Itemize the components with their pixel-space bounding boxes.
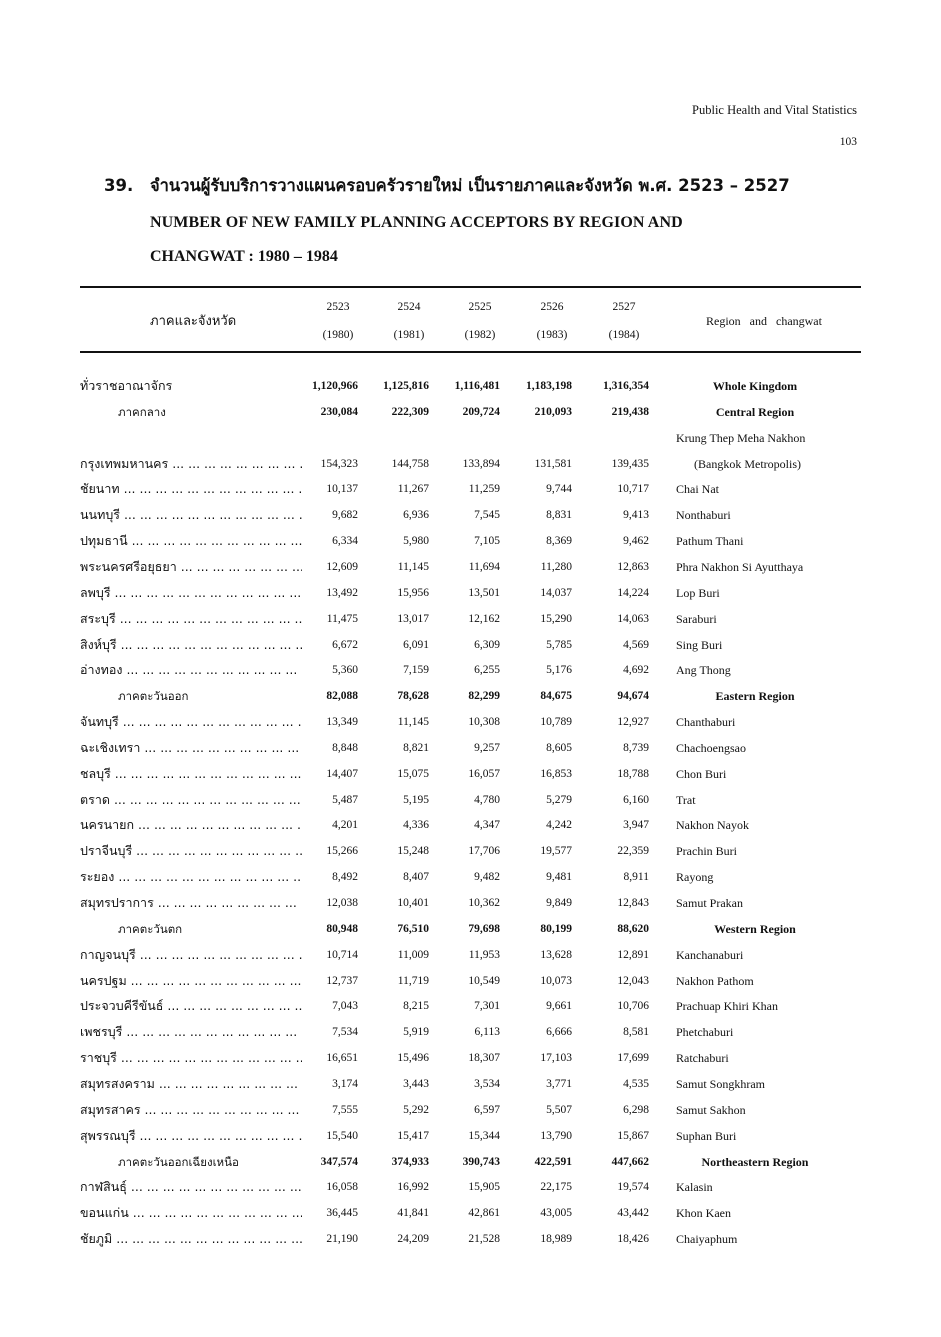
- cell-value: 5,507: [546, 1103, 572, 1116]
- table-row: [0, 531, 941, 551]
- cell-value: 7,043: [332, 1000, 358, 1013]
- cell-value: 210,093: [534, 405, 572, 418]
- row-label-thai: ระยอง ... .: [80, 867, 302, 887]
- cell-value: 13,017: [397, 612, 429, 625]
- cell-value: 12,843: [617, 897, 649, 909]
- cell-value: 11,145: [397, 560, 429, 573]
- cell-value: 9,481: [546, 871, 572, 884]
- row-label-english: Ang Thong: [676, 663, 731, 678]
- cell-value: 1,116,481: [454, 380, 500, 392]
- row-label-thai: ฉะเชิงเทรา ... .: [80, 738, 302, 758]
- cell-value: 15,290: [540, 612, 572, 625]
- cell-value: 4,780: [474, 793, 500, 806]
- region-row: [0, 919, 941, 939]
- cell-value: 131,581: [534, 457, 572, 470]
- cell-value: 6,334: [332, 535, 358, 548]
- cell-value: 21,528: [468, 1233, 500, 1246]
- table-row: [0, 479, 941, 499]
- cell-value: 10,789: [540, 716, 572, 729]
- cell-value: 7,534: [332, 1026, 358, 1039]
- cell-value: 76,510: [397, 922, 429, 935]
- cell-value: 222,309: [391, 405, 429, 418]
- cell-value: 4,201: [332, 819, 358, 832]
- cell-value: 13,790: [540, 1129, 572, 1142]
- cell-value: 94,674: [617, 690, 649, 703]
- row-label-thai: ราชบุรี ... .: [80, 1048, 302, 1068]
- cell-value: 10,137: [326, 483, 358, 496]
- cell-value: 15,266: [326, 845, 358, 858]
- row-label-thai: ภาคตะวันออก: [118, 689, 189, 704]
- table-row: [0, 764, 941, 784]
- table-row: [0, 971, 941, 991]
- cell-value: 422,591: [534, 1155, 572, 1168]
- table-row: [0, 454, 941, 474]
- cell-value: 14,224: [617, 586, 649, 599]
- cell-value: 43,005: [540, 1207, 572, 1220]
- cell-value: 79,698: [468, 922, 500, 935]
- cell-value: 17,706: [468, 845, 500, 858]
- cell-value: 8,407: [403, 871, 429, 884]
- table-row: [0, 583, 941, 603]
- table-row: [0, 557, 941, 577]
- cell-value: 10,714: [326, 948, 358, 961]
- cell-value: 5,195: [403, 793, 429, 806]
- table-number: 39.: [104, 176, 134, 195]
- cell-value: 24,209: [397, 1233, 429, 1246]
- row-label-english: Pathum Thani: [676, 534, 744, 549]
- cell-value: 8,215: [403, 1000, 429, 1013]
- cell-value: 15,248: [397, 845, 429, 858]
- cell-value: 5,279: [546, 793, 572, 806]
- row-label-english: Chai Nat: [676, 482, 719, 497]
- cell-value: 82,088: [326, 690, 358, 703]
- row-label-english: Prachuap Khiri Khan: [676, 999, 778, 1014]
- cell-value: 3,534: [474, 1077, 500, 1090]
- cell-value: 12,162: [468, 612, 500, 625]
- cell-value: 15,540: [326, 1129, 358, 1142]
- row-label-english: (Bangkok Metropolis): [694, 456, 801, 471]
- table-row: [0, 1074, 941, 1094]
- cell-value: 15,417: [397, 1129, 429, 1142]
- cell-value: 16,058: [326, 1181, 358, 1194]
- cell-value: 16,651: [326, 1052, 358, 1065]
- row-label-english: Chaiyaphum: [676, 1232, 738, 1247]
- cell-value: 16,853: [540, 767, 572, 780]
- cell-value: 1,183,198: [526, 380, 572, 392]
- cell-value: 11,475: [326, 612, 358, 625]
- row-label-english: Whole Kingdom: [712, 379, 798, 393]
- row-label-thai: สุพรรณบุรี ... .: [80, 1126, 302, 1146]
- row-label-thai: ตราด ... .: [80, 790, 302, 810]
- table-row: [0, 712, 941, 732]
- cell-value: 10,362: [468, 897, 500, 909]
- cell-value: 11,009: [397, 948, 429, 961]
- row-label-english: Eastern Region: [715, 689, 795, 704]
- cell-value: 3,443: [403, 1077, 429, 1090]
- cell-value: 5,360: [332, 664, 358, 677]
- cell-value: 1,316,354: [603, 380, 649, 392]
- cell-value: 14,063: [617, 612, 649, 625]
- cell-value: 6,597: [474, 1103, 500, 1116]
- cell-value: 11,953: [468, 948, 500, 961]
- cell-value: 42,861: [468, 1207, 500, 1220]
- cell-value: 9,413: [623, 509, 649, 522]
- cell-value: 374,933: [391, 1155, 429, 1168]
- cell-value: 347,574: [320, 1155, 358, 1168]
- cell-value: 4,569: [623, 638, 649, 651]
- cell-value: 6,255: [474, 664, 500, 677]
- cell-value: 18,788: [617, 767, 649, 780]
- cell-value: 13,492: [326, 586, 358, 599]
- cell-value: 14,037: [540, 586, 572, 599]
- cell-value: 10,401: [397, 897, 429, 909]
- row-label-english: Northeastern Region: [701, 1154, 809, 1169]
- cell-value: 78,628: [397, 690, 429, 703]
- cell-value: 6,160: [623, 793, 649, 806]
- cell-value: 4,692: [623, 664, 649, 677]
- cell-value: 6,666: [546, 1026, 572, 1039]
- year-be: 2523: [326, 301, 350, 313]
- region-row: [0, 686, 941, 706]
- column-header-thai: ภาคและจังหวัด: [150, 314, 237, 329]
- cell-value: 15,867: [617, 1129, 649, 1142]
- cell-value: 9,849: [546, 897, 572, 909]
- cell-value: 10,073: [540, 974, 572, 987]
- row-label-english: Central Region: [715, 404, 795, 419]
- row-label-english: Western Region: [714, 921, 796, 936]
- row-label-thai: ลพบุรี ... .: [80, 583, 302, 603]
- row-label-english: Nonthaburi: [676, 508, 731, 523]
- cell-value: 9,744: [546, 483, 572, 496]
- table-row: [0, 1229, 941, 1249]
- cell-value: 9,257: [474, 741, 500, 754]
- row-label-thai: สมุทรปราการ ... .: [80, 893, 302, 913]
- cell-value: 15,344: [468, 1129, 500, 1142]
- table-row: [0, 660, 941, 680]
- cell-value: 9,682: [332, 509, 358, 522]
- cell-value: 1,125,816: [383, 380, 429, 392]
- year-ce: (1980): [322, 329, 354, 341]
- year-ce: (1982): [464, 329, 496, 341]
- row-label-thai: ประจวบคีรีขันธ์ ... .: [80, 996, 302, 1016]
- row-label-english: Samut Prakan: [676, 896, 743, 910]
- row-label-english: Lop Buri: [676, 585, 720, 600]
- cell-value: 7,105: [474, 535, 500, 548]
- table-row: [0, 996, 941, 1016]
- cell-value: 8,605: [546, 741, 572, 754]
- column-header-english: Region and changwat: [706, 314, 822, 328]
- cell-value: 7,555: [332, 1103, 358, 1116]
- cell-value: 3,771: [546, 1077, 572, 1090]
- row-label-english: Ratchaburi: [676, 1051, 729, 1066]
- row-label-english: Prachin Buri: [676, 844, 737, 859]
- cell-value: 14,407: [326, 767, 358, 780]
- table-row: [0, 505, 941, 525]
- cell-value: 10,717: [617, 483, 649, 496]
- title-english-line2: CHANGWAT : 1980 – 1984: [150, 247, 338, 265]
- cell-value: 144,758: [391, 457, 429, 470]
- cell-value: 10,549: [468, 974, 500, 987]
- year-be: 2527: [612, 301, 636, 313]
- cell-value: 6,298: [623, 1103, 649, 1116]
- year-ce: (1983): [536, 329, 568, 341]
- table-row: [0, 1203, 941, 1223]
- cell-value: 36,445: [326, 1207, 358, 1220]
- cell-value: 15,905: [468, 1181, 500, 1194]
- row-label-thai: นครปฐม ... .: [80, 971, 302, 991]
- row-label-thai: ปทุมธานี ... .: [80, 531, 302, 551]
- cell-value: 11,694: [468, 560, 500, 573]
- row-label-thai: ชัยภูมิ ... .: [80, 1229, 302, 1249]
- cell-value: 8,369: [546, 535, 572, 548]
- row-label-english: Khon Kaen: [676, 1206, 731, 1221]
- row-label-english: Samut Sakhon: [676, 1102, 746, 1117]
- cell-value: 80,948: [326, 922, 358, 935]
- year-be: 2524: [397, 301, 421, 313]
- cell-value: 10,308: [468, 716, 500, 729]
- table-row: [0, 893, 941, 913]
- cell-value: 84,675: [540, 690, 572, 703]
- row-label-thai: เพชรบุรี ... .: [80, 1022, 302, 1042]
- cell-value: 6,309: [474, 638, 500, 651]
- cell-value: 16,057: [468, 767, 500, 780]
- year-be: 2526: [540, 301, 564, 313]
- cell-value: 19,577: [540, 845, 572, 858]
- cell-value: 9,462: [623, 535, 649, 548]
- row-label-english: Phetchaburi: [676, 1025, 734, 1040]
- row-label-thai: สระบุรี ... .: [80, 609, 302, 629]
- row-label-thai: อ่างทอง ... .: [80, 660, 302, 680]
- row-label-thai: ปราจีนบุรี ... .: [80, 841, 302, 861]
- cell-value: 19,574: [617, 1181, 649, 1194]
- row-label-english: Chon Buri: [676, 766, 727, 781]
- running-head: Public Health and Vital Statistics: [692, 103, 857, 117]
- row-label-english: Kalasin: [676, 1180, 713, 1195]
- year-ce: (1984): [608, 329, 640, 341]
- row-label-english: Trat: [676, 792, 696, 807]
- cell-value: 8,821: [403, 741, 429, 754]
- cell-value: 16,992: [397, 1181, 429, 1194]
- row-label-thai: จันทบุรี ... .: [80, 712, 302, 732]
- row-label-english: Suphan Buri: [676, 1128, 737, 1143]
- row-label-english: Phra Nakhon Si Ayutthaya: [676, 559, 804, 574]
- cell-value: 447,662: [611, 1155, 649, 1168]
- cell-value: 3,174: [332, 1077, 358, 1090]
- cell-value: 6,672: [332, 638, 358, 651]
- cell-value: 15,075: [397, 767, 429, 780]
- region-row: [0, 1152, 941, 1172]
- row-label-english: Rayong: [676, 870, 714, 885]
- row-label-thai: สมุทรสาคร ... .: [80, 1100, 302, 1120]
- cell-value: 8,831: [546, 509, 572, 522]
- row-label-thai: ชัยนาท ... .: [80, 479, 302, 499]
- cell-value: 82,299: [468, 690, 500, 703]
- cell-value: 4,535: [623, 1077, 649, 1090]
- cell-value: 12,927: [617, 716, 649, 729]
- region-row: [0, 402, 941, 422]
- table-row: [0, 635, 941, 655]
- cell-value: 6,936: [403, 509, 429, 522]
- row-label-english: Nakhon Nayok: [676, 818, 749, 833]
- cell-value: 12,038: [326, 897, 358, 909]
- cell-value: 11,267: [397, 483, 429, 496]
- row-label-thai: ภาคกลาง: [118, 404, 166, 419]
- table-row: [0, 428, 941, 448]
- cell-value: 6,091: [403, 638, 429, 651]
- cell-value: 12,043: [617, 974, 649, 987]
- cell-value: 11,280: [540, 560, 572, 573]
- table-header-rule: [80, 351, 861, 353]
- row-label-english: Kanchanaburi: [676, 947, 744, 962]
- cell-value: 5,176: [546, 664, 572, 677]
- row-label-thai: สิงห์บุรี ... .: [80, 635, 302, 655]
- row-label-thai: นครนายก ... .: [80, 815, 302, 835]
- row-label-english: Krung Thep Meha Nakhon: [676, 430, 806, 445]
- cell-value: 43,442: [617, 1207, 649, 1220]
- cell-value: 80,199: [540, 922, 572, 935]
- cell-value: 9,482: [474, 871, 500, 884]
- table-row: [0, 1126, 941, 1146]
- cell-value: 5,919: [403, 1026, 429, 1039]
- cell-value: 4,347: [474, 819, 500, 832]
- row-label-thai: ภาคตะวันตก: [118, 921, 183, 936]
- row-label-thai: กาฬสินธุ์ ... .: [80, 1177, 302, 1197]
- cell-value: 133,894: [462, 457, 500, 470]
- cell-value: 8,911: [623, 871, 649, 884]
- cell-value: 7,159: [403, 664, 429, 677]
- cell-value: 41,841: [397, 1207, 429, 1220]
- cell-value: 88,620: [617, 922, 649, 935]
- cell-value: 18,426: [617, 1233, 649, 1246]
- cell-value: 22,359: [617, 845, 649, 858]
- row-label-thai: นนทบุรี ... .: [80, 505, 302, 525]
- cell-value: 11,145: [397, 716, 429, 729]
- cell-value: 6,113: [474, 1026, 500, 1039]
- table-row: [0, 841, 941, 861]
- row-label-english: Saraburi: [676, 611, 717, 626]
- cell-value: 8,492: [332, 871, 358, 884]
- row-label-thai: พระนครศรีอยุธยา ... .: [80, 557, 302, 577]
- cell-value: 22,175: [540, 1181, 572, 1194]
- cell-value: 18,307: [468, 1052, 500, 1065]
- row-label-thai: ภาคตะวันออกเฉียงเหนือ: [118, 1154, 239, 1169]
- cell-value: 12,737: [326, 974, 358, 987]
- cell-value: 154,323: [320, 457, 358, 470]
- page-number: 103: [839, 136, 857, 148]
- cell-value: 8,848: [332, 741, 358, 754]
- cell-value: 5,487: [332, 793, 358, 806]
- cell-value: 17,699: [617, 1052, 649, 1065]
- row-label-thai: กรุงเทพมหานคร ... .: [80, 454, 302, 474]
- cell-value: 18,989: [540, 1233, 572, 1246]
- table-row: [0, 1177, 941, 1197]
- year-be: 2525: [468, 301, 492, 313]
- cell-value: 230,084: [320, 405, 358, 418]
- title-thai-line: [104, 178, 864, 195]
- row-label-thai: ขอนแก่น ... .: [80, 1203, 302, 1223]
- table-row: [0, 1022, 941, 1042]
- row-label-english: Chachoengsao: [676, 740, 746, 755]
- cell-value: 12,609: [326, 560, 358, 573]
- cell-value: 8,581: [623, 1026, 649, 1039]
- table-row: [0, 815, 941, 835]
- cell-value: 13,349: [326, 716, 358, 729]
- cell-value: 4,336: [403, 819, 429, 832]
- year-ce: (1981): [393, 329, 425, 341]
- cell-value: 7,545: [474, 509, 500, 522]
- cell-value: 11,719: [397, 974, 429, 987]
- cell-value: 3,947: [623, 819, 649, 832]
- table-row: [0, 867, 941, 887]
- title-english-line1: NUMBER OF NEW FAMILY PLANNING ACCEPTORS BY REGION AND: [150, 213, 683, 231]
- row-label-thai: สมุทรสงคราม ... .: [80, 1074, 302, 1094]
- cell-value: 8,739: [623, 741, 649, 754]
- row-label-english: Nakhon Pathom: [676, 973, 754, 988]
- table-row: [0, 609, 941, 629]
- cell-value: 10,706: [617, 1000, 649, 1013]
- cell-value: 12,863: [617, 560, 649, 573]
- cell-value: 390,743: [462, 1155, 500, 1168]
- cell-value: 17,103: [540, 1052, 572, 1065]
- cell-value: 4,242: [546, 819, 572, 832]
- row-label-english: Sing Buri: [676, 637, 723, 652]
- cell-value: 1,120,966: [312, 380, 358, 392]
- cell-value: 5,292: [403, 1103, 429, 1116]
- cell-value: 9,661: [546, 1000, 572, 1013]
- table-row: [0, 738, 941, 758]
- row-label-english: Samut Songkhram: [676, 1076, 765, 1091]
- row-label-thai: กาญจนบุรี ... .: [80, 945, 302, 965]
- cell-value: 139,435: [611, 457, 649, 470]
- cell-value: 13,628: [540, 948, 572, 961]
- region-row: [0, 376, 941, 396]
- cell-value: 15,496: [397, 1052, 429, 1065]
- cell-value: 13,501: [468, 586, 500, 599]
- table-row: [0, 945, 941, 965]
- table-row: [0, 1100, 941, 1120]
- cell-value: 5,785: [546, 638, 572, 651]
- row-label-thai: ทั่วราชอาณาจักร: [80, 378, 173, 393]
- table-row: [0, 790, 941, 810]
- row-label-thai: ชลบุรี ... .: [80, 764, 302, 784]
- cell-value: 7,301: [474, 1000, 500, 1013]
- cell-value: 15,956: [397, 586, 429, 599]
- cell-value: 12,891: [617, 948, 649, 961]
- cell-value: 219,438: [611, 405, 649, 418]
- row-label-english: Chanthaburi: [676, 715, 736, 730]
- table-title: [104, 178, 864, 265]
- cell-value: 5,980: [403, 535, 429, 548]
- cell-value: 209,724: [462, 405, 500, 418]
- cell-value: 21,190: [326, 1233, 358, 1246]
- cell-value: 11,259: [468, 483, 500, 496]
- title-thai: จำนวนผู้รับบริการวางแผนครอบครัวรายใหม่ เป็นรายภาคและจังหวัด พ.ศ. 2523 – 2527: [150, 176, 790, 195]
- table-row: [0, 1048, 941, 1068]
- table-top-rule: [80, 286, 861, 288]
